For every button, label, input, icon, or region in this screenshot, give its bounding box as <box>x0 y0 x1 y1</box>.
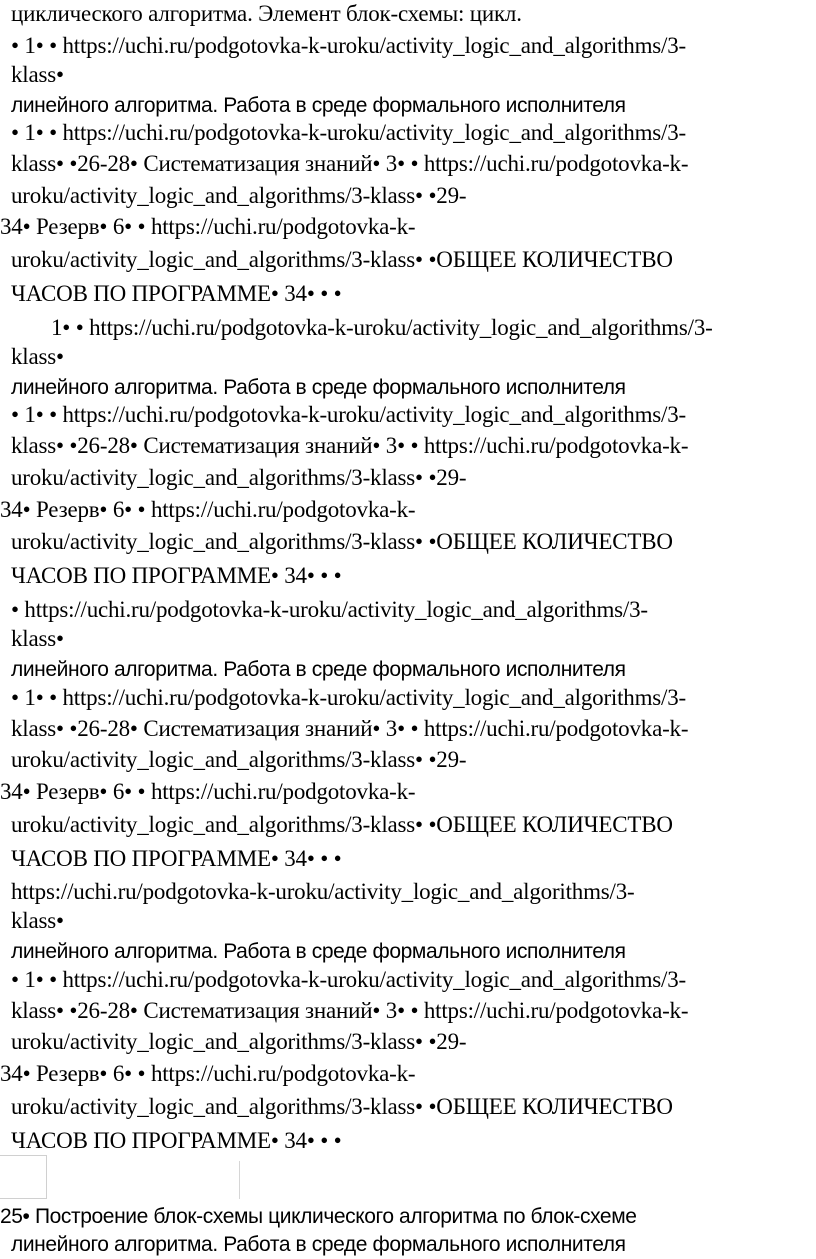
text-line: ЧАСОВ ПО ПРОГРАММЕ• 34• • • <box>11 563 342 588</box>
link-line[interactable]: klass• <box>11 626 64 651</box>
text-line: ЧАСОВ ПО ПРОГРАММЕ• 34• • • <box>11 1128 342 1153</box>
link-line[interactable]: • 1• • https://uchi.ru/podgotovka-k-uroku/activity_logic_and_algorithms/3- <box>11 967 686 992</box>
text-line: линейного алгоритма. Работа в среде формального исполнителя <box>11 940 626 963</box>
link-line[interactable]: 34• Резерв• 6• • https://uchi.ru/podgotovka-k- <box>0 214 416 239</box>
link-line[interactable]: klass• <box>11 62 64 87</box>
link-line[interactable]: klass• <box>11 344 64 369</box>
text-line: линейного алгоритма. Работа в среде формального исполнителя <box>11 658 626 681</box>
text-line: 25• Построение блок-схемы циклического алгоритма по блок-схеме <box>0 1205 637 1228</box>
link-line[interactable]: uroku/activity_logic_and_algorithms/3-klass• •29- <box>11 183 467 208</box>
link-line[interactable]: klass• •26-28• Систематизация знаний• 3• • https://uchi.ru/podgotovka-k- <box>11 433 689 458</box>
link-line[interactable]: 34• Резерв• 6• • https://uchi.ru/podgotovka-k- <box>0 1061 416 1086</box>
link-line[interactable]: uroku/activity_logic_and_algorithms/3-klass• •ОБЩЕЕ КОЛИЧЕСТВО <box>11 529 673 554</box>
link-line[interactable]: uroku/activity_logic_and_algorithms/3-klass• •ОБЩЕЕ КОЛИЧЕСТВО <box>11 1094 673 1119</box>
text-line: ЧАСОВ ПО ПРОГРАММЕ• 34• • • <box>11 846 342 871</box>
link-line[interactable]: uroku/activity_logic_and_algorithms/3-klass• •ОБЩЕЕ КОЛИЧЕСТВО <box>11 812 673 837</box>
link-line[interactable]: uroku/activity_logic_and_algorithms/3-klass• •29- <box>11 465 467 490</box>
link-line[interactable]: • https://uchi.ru/podgotovka-k-uroku/activity_logic_and_algorithms/3- <box>11 597 648 622</box>
text-line: циклического алгоритма. Элемент блок-схемы: цикл. <box>11 1 522 26</box>
text-line: линейного алгоритма. Работа в среде формального исполнителя <box>11 94 626 117</box>
link-line[interactable]: uroku/activity_logic_and_algorithms/3-klass• •ОБЩЕЕ КОЛИЧЕСТВО <box>11 247 673 272</box>
table-divider <box>239 1161 240 1199</box>
text-line: линейного алгоритма. Работа в среде формального исполнителя <box>11 1233 626 1256</box>
link-line[interactable]: klass• •26-28• Систематизация знаний• 3• • https://uchi.ru/podgotovka-k- <box>11 998 689 1023</box>
link-line[interactable]: klass• <box>11 908 64 933</box>
link-line[interactable]: uroku/activity_logic_and_algorithms/3-klass• •29- <box>11 747 467 772</box>
link-line[interactable]: 34• Резерв• 6• • https://uchi.ru/podgotovka-k- <box>0 779 416 804</box>
table-cell <box>0 1155 47 1199</box>
text-line: линейного алгоритма. Работа в среде формального исполнителя <box>11 376 626 399</box>
link-line[interactable]: 34• Резерв• 6• • https://uchi.ru/podgotovka-k- <box>0 497 416 522</box>
link-line[interactable]: https://uchi.ru/podgotovka-k-uroku/activity_logic_and_algorithms/3- <box>11 879 635 904</box>
link-line[interactable]: • 1• • https://uchi.ru/podgotovka-k-uroku/activity_logic_and_algorithms/3- <box>11 120 686 145</box>
link-line[interactable]: klass• •26-28• Систематизация знаний• 3• • https://uchi.ru/podgotovka-k- <box>11 716 689 741</box>
link-line[interactable]: • 1• • https://uchi.ru/podgotovka-k-uroku/activity_logic_and_algorithms/3- <box>11 685 686 710</box>
text-line: ЧАСОВ ПО ПРОГРАММЕ• 34• • • <box>11 281 342 306</box>
link-line[interactable]: klass• •26-28• Систематизация знаний• 3• • https://uchi.ru/podgotovka-k- <box>11 151 689 176</box>
link-line[interactable]: uroku/activity_logic_and_algorithms/3-klass• •29- <box>11 1029 467 1054</box>
link-line[interactable]: • 1• • https://uchi.ru/podgotovka-k-uroku/activity_logic_and_algorithms/3- <box>11 33 686 58</box>
link-line[interactable]: • 1• • https://uchi.ru/podgotovka-k-uroku/activity_logic_and_algorithms/3- <box>11 402 686 427</box>
link-line[interactable]: 1• • https://uchi.ru/podgotovka-k-uroku/activity_logic_and_algorithms/3- <box>51 315 713 340</box>
